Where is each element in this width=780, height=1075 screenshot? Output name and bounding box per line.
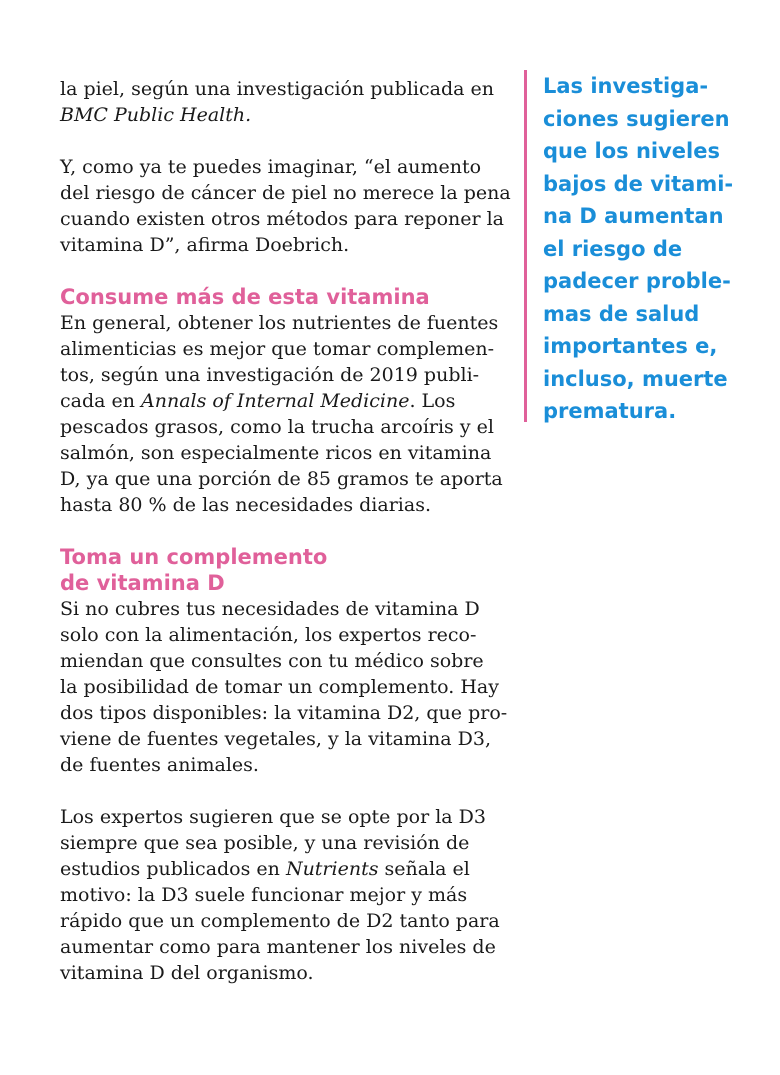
text-line: vitamina D”, afirma Doebrich. bbox=[60, 234, 350, 256]
article-body bbox=[60, 76, 511, 986]
text-line: Los expertos sugieren que se opte por la D3 bbox=[60, 806, 486, 828]
text-line bbox=[60, 856, 500, 882]
pull-quote-line: importantes e, bbox=[543, 334, 718, 358]
pull-quote-line: el riesgo de bbox=[543, 236, 683, 261]
pull-quote-line: mas de salud bbox=[543, 301, 700, 326]
pull-quote-line: prematura. bbox=[543, 399, 677, 423]
pull-quote-line: Las investiga- bbox=[543, 74, 709, 98]
text-fragment: estudios publicados en bbox=[60, 858, 286, 880]
text-line: Si no cubres tus necesidades de vitamina D bbox=[60, 598, 480, 620]
text-line: vitamina D del organismo. bbox=[60, 962, 314, 984]
pull-quote-line: incluso, muerte bbox=[543, 366, 728, 391]
text-fragment: . Los bbox=[409, 390, 456, 412]
text-fragment: señala el bbox=[378, 858, 470, 880]
text-line: solo con la alimentación, los expertos reco- bbox=[60, 624, 477, 646]
heading-line: Toma un complemento bbox=[60, 545, 328, 569]
text-line: salmón, son especialmente ricos en vitamina bbox=[60, 442, 492, 464]
text-line: la piel, según una investigación publicada en bbox=[60, 78, 494, 100]
text-line: En general, obtener los nutrientes de fuentes bbox=[60, 312, 499, 334]
text-line: del riesgo de cáncer de piel no merece la pena bbox=[60, 182, 511, 204]
pull-quote-line: que los niveles bbox=[543, 139, 720, 163]
quote-paragraph bbox=[60, 154, 511, 258]
section-paragraph bbox=[60, 804, 500, 986]
pull-quote bbox=[524, 70, 749, 422]
pull-quote-line: na D aumentan bbox=[543, 204, 724, 228]
journal-title: Nutrients bbox=[285, 858, 379, 880]
section-paragraph bbox=[60, 596, 508, 778]
text-line: rápido que un complemento de D2 tanto para bbox=[60, 910, 500, 932]
text-fragment: cada en bbox=[60, 390, 142, 412]
section-paragraph bbox=[60, 310, 503, 518]
text-line: tos, según una investigación de 2019 publi- bbox=[60, 364, 480, 386]
text-line: miendan que consultes con tu médico sobre bbox=[60, 650, 484, 672]
text-line: siempre que sea posible, y una revisión de bbox=[60, 832, 470, 854]
text-line: alimenticias es mejor que tomar complemen- bbox=[60, 338, 494, 360]
text-line: pescados grasos, como la trucha arcoíris y el bbox=[60, 416, 494, 438]
text-line bbox=[60, 388, 500, 414]
section-heading-supplement bbox=[60, 544, 500, 596]
text-line: la posibilidad de tomar un complemento. Hay bbox=[60, 676, 499, 698]
journal-title: BMC Public Health. bbox=[60, 104, 252, 126]
text-line: dos tipos disponibles: la vitamina D2, que pro- bbox=[60, 702, 508, 724]
text-line: viene de fuentes vegetales, y la vitamina D3, bbox=[60, 728, 491, 750]
text-line: cuando existen otros métodos para reponer la bbox=[60, 208, 505, 230]
pull-quote-line: padecer proble- bbox=[543, 269, 731, 293]
heading-line: de vitamina D bbox=[60, 571, 225, 595]
pull-quote-line: ciones sugieren bbox=[543, 106, 730, 131]
text-line: hasta 80 % de las necesidades diarias. bbox=[60, 494, 431, 516]
text-line bbox=[60, 102, 500, 128]
text-line: D, ya que una porción de 85 gramos te aporta bbox=[60, 468, 503, 490]
text-line: motivo: la D3 suele funcionar mejor y más bbox=[60, 884, 468, 906]
text-line: de fuentes animales. bbox=[60, 754, 259, 776]
section-heading-consume: Consume más de esta vitamina bbox=[60, 285, 430, 309]
text-line: aumentar como para mantener los niveles de bbox=[60, 936, 496, 958]
journal-title: Annals of Internal Medicine bbox=[141, 390, 410, 412]
intro-paragraph bbox=[60, 76, 500, 128]
text-line: Y, como ya te puedes imaginar, “el aumento bbox=[60, 156, 482, 178]
pull-quote-line: bajos de vitami- bbox=[543, 171, 734, 196]
